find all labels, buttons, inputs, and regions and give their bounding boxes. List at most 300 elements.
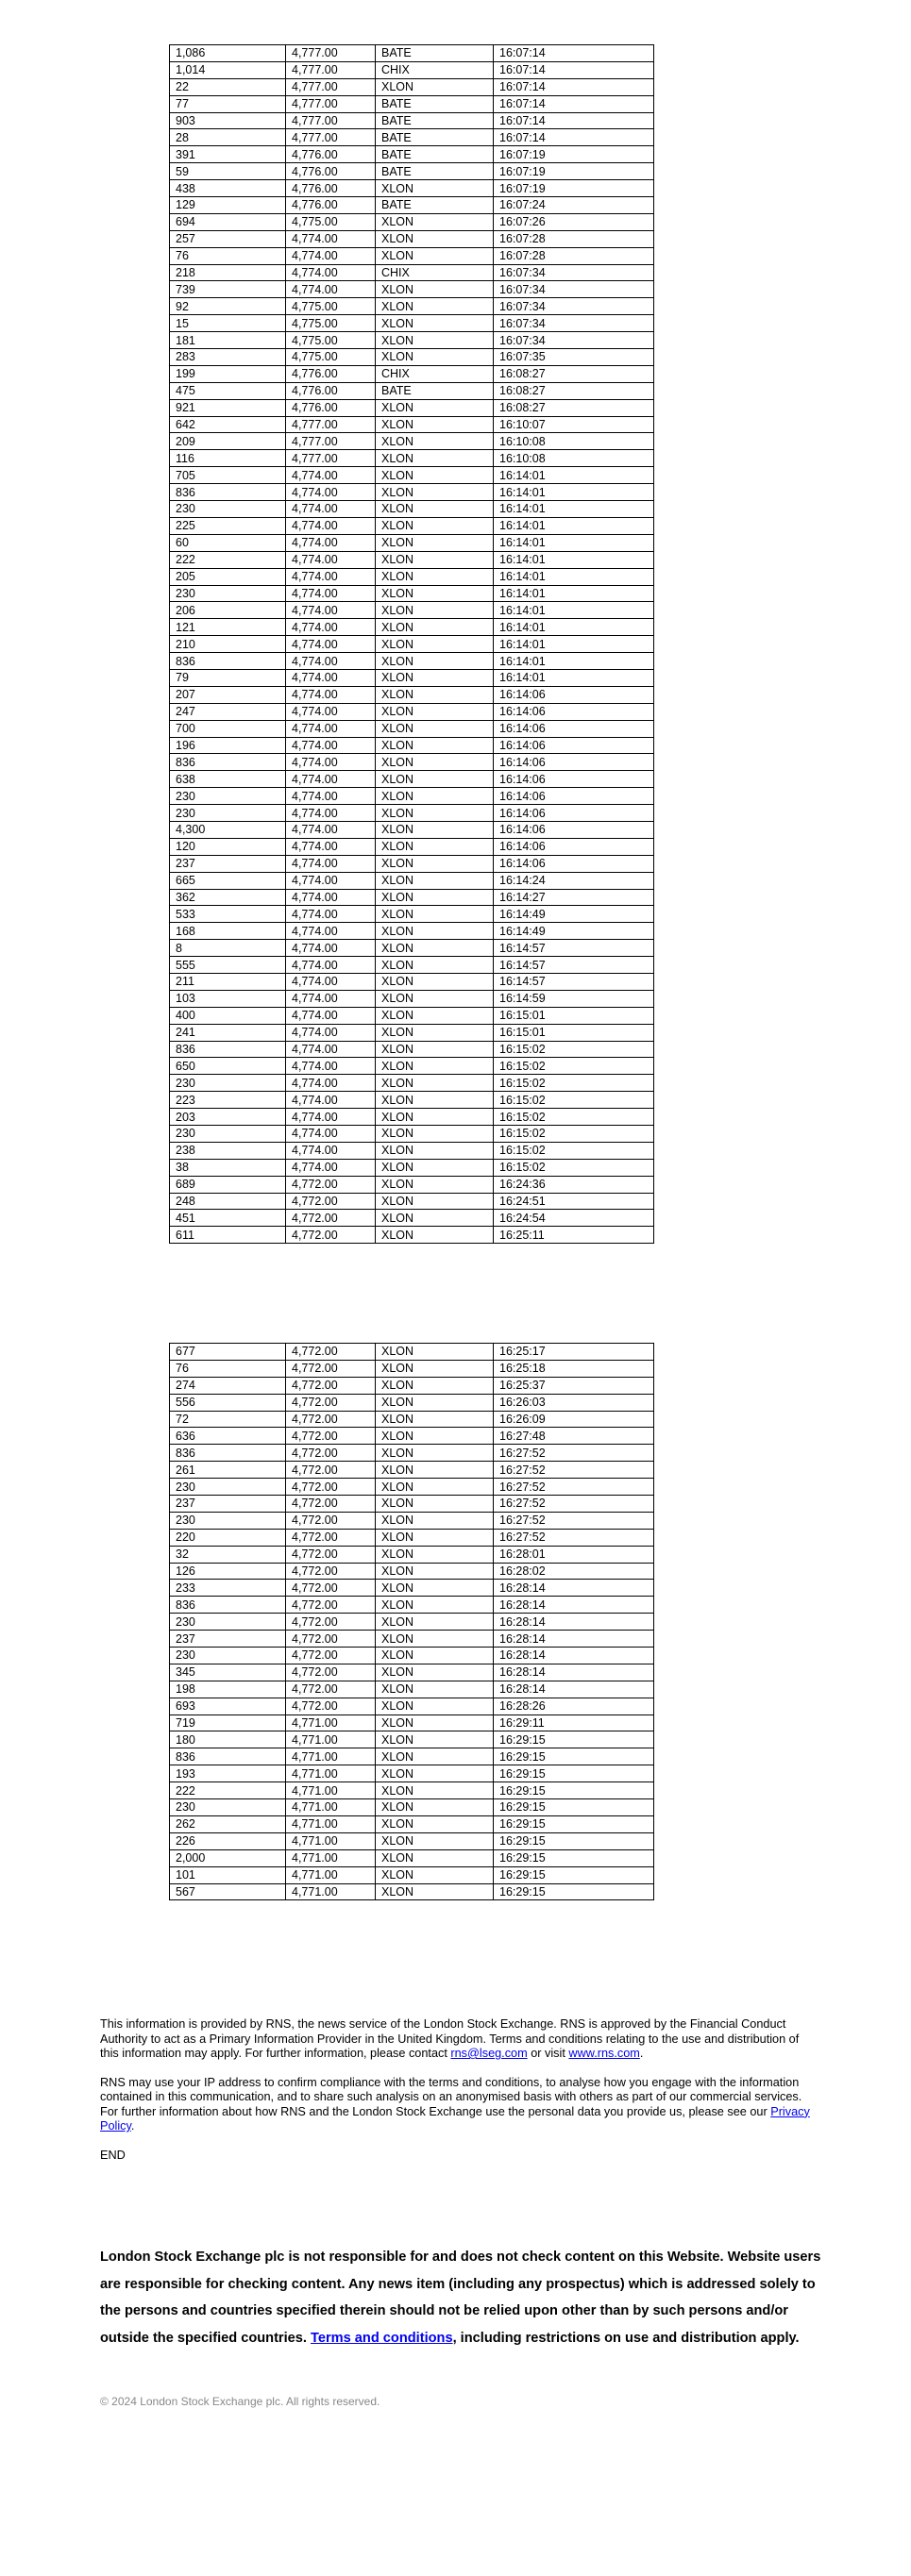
volume-cell: 1,086 xyxy=(170,45,286,62)
time-cell: 16:29:15 xyxy=(494,1799,654,1816)
volume-cell: 638 xyxy=(170,771,286,788)
time-cell: 16:15:02 xyxy=(494,1041,654,1058)
venue-cell: XLON xyxy=(376,1058,494,1075)
time-cell: 16:14:01 xyxy=(494,669,654,686)
venue-cell: XLON xyxy=(376,788,494,805)
time-cell: 16:25:18 xyxy=(494,1360,654,1377)
venue-cell: XLON xyxy=(376,1782,494,1799)
venue-cell: XLON xyxy=(376,636,494,653)
venue-cell: XLON xyxy=(376,349,494,366)
price-cell: 4,772.00 xyxy=(286,1394,376,1411)
price-cell: 4,772.00 xyxy=(286,1681,376,1698)
table-row xyxy=(170,315,654,332)
price-cell: 4,772.00 xyxy=(286,1227,376,1244)
volume-cell: 274 xyxy=(170,1377,286,1394)
lse-disclaimer xyxy=(100,2244,827,2351)
venue-cell: XLON xyxy=(376,1041,494,1058)
price-cell: 4,776.00 xyxy=(286,163,376,180)
venue-cell: XLON xyxy=(376,720,494,737)
volume-cell: 206 xyxy=(170,602,286,619)
venue-cell: XLON xyxy=(376,467,494,484)
venue-cell: XLON xyxy=(376,1563,494,1580)
table-row xyxy=(170,1126,654,1143)
volume-cell: 719 xyxy=(170,1715,286,1731)
venue-cell: XLON xyxy=(376,1664,494,1681)
table-row xyxy=(170,197,654,214)
table-row xyxy=(170,703,654,720)
venue-cell: XLON xyxy=(376,990,494,1007)
price-cell: 4,777.00 xyxy=(286,45,376,62)
volume-cell: 8 xyxy=(170,940,286,957)
time-cell: 16:29:15 xyxy=(494,1832,654,1849)
price-cell: 4,772.00 xyxy=(286,1648,376,1664)
price-cell: 4,774.00 xyxy=(286,484,376,501)
table-row xyxy=(170,382,654,399)
time-cell: 16:15:02 xyxy=(494,1092,654,1109)
venue-cell: XLON xyxy=(376,1360,494,1377)
venue-cell: XLON xyxy=(376,1614,494,1631)
table-row xyxy=(170,298,654,315)
venue-cell: XLON xyxy=(376,551,494,568)
time-cell: 16:14:01 xyxy=(494,517,654,534)
table-row xyxy=(170,737,654,754)
price-cell: 4,774.00 xyxy=(286,636,376,653)
venue-cell: XLON xyxy=(376,534,494,551)
table-row xyxy=(170,1799,654,1816)
price-cell: 4,777.00 xyxy=(286,78,376,95)
volume-cell: 451 xyxy=(170,1210,286,1227)
volume-cell: 230 xyxy=(170,1126,286,1143)
price-cell: 4,772.00 xyxy=(286,1210,376,1227)
time-cell: 16:14:06 xyxy=(494,821,654,838)
price-cell: 4,774.00 xyxy=(286,1126,376,1143)
transactions-table-2-body xyxy=(170,1344,654,1900)
table-row xyxy=(170,416,654,433)
time-cell: 16:14:06 xyxy=(494,788,654,805)
venue-cell: BATE xyxy=(376,95,494,112)
price-cell: 4,774.00 xyxy=(286,517,376,534)
venue-cell: XLON xyxy=(376,1411,494,1428)
table-row xyxy=(170,1041,654,1058)
rns-website-link[interactable]: www.rns.com xyxy=(568,2047,640,2060)
time-cell: 16:07:14 xyxy=(494,61,654,78)
venue-cell: XLON xyxy=(376,771,494,788)
table-row xyxy=(170,1479,654,1496)
table-row xyxy=(170,180,654,197)
volume-cell: 196 xyxy=(170,737,286,754)
table-row xyxy=(170,1109,654,1126)
time-cell: 16:27:52 xyxy=(494,1512,654,1529)
table-row xyxy=(170,1227,654,1244)
time-cell: 16:14:06 xyxy=(494,737,654,754)
table-row xyxy=(170,889,654,906)
table-row xyxy=(170,636,654,653)
price-cell: 4,774.00 xyxy=(286,247,376,264)
venue-cell: XLON xyxy=(376,568,494,585)
venue-cell: BATE xyxy=(376,382,494,399)
volume-cell: 261 xyxy=(170,1462,286,1479)
time-cell: 16:07:14 xyxy=(494,129,654,146)
price-cell: 4,771.00 xyxy=(286,1815,376,1832)
venue-cell: XLON xyxy=(376,957,494,974)
venue-cell: XLON xyxy=(376,501,494,518)
price-cell: 4,774.00 xyxy=(286,602,376,619)
time-cell: 16:14:06 xyxy=(494,771,654,788)
table-row xyxy=(170,568,654,585)
venue-cell: XLON xyxy=(376,1007,494,1024)
table-row xyxy=(170,1815,654,1832)
venue-cell: XLON xyxy=(376,1731,494,1748)
time-cell: 16:29:15 xyxy=(494,1883,654,1900)
table-row xyxy=(170,1210,654,1227)
volume-cell: 76 xyxy=(170,1360,286,1377)
price-cell: 4,777.00 xyxy=(286,416,376,433)
copyright-notice: © 2024 London Stock Exchange plc. All rights reserved. xyxy=(100,2395,380,2408)
volume-cell: 230 xyxy=(170,1512,286,1529)
price-cell: 4,777.00 xyxy=(286,95,376,112)
table-row xyxy=(170,805,654,822)
time-cell: 16:07:34 xyxy=(494,315,654,332)
time-cell: 16:07:34 xyxy=(494,281,654,298)
price-cell: 4,771.00 xyxy=(286,1782,376,1799)
privacy-policy-link[interactable]: Privacy Policy xyxy=(100,2104,810,2133)
volume-cell: 567 xyxy=(170,1883,286,1900)
table-row xyxy=(170,1007,654,1024)
price-cell: 4,775.00 xyxy=(286,332,376,349)
venue-cell: XLON xyxy=(376,1648,494,1664)
venue-cell: XLON xyxy=(376,281,494,298)
transactions-table-2 xyxy=(169,1343,654,1900)
volume-cell: 28 xyxy=(170,129,286,146)
time-cell: 16:14:57 xyxy=(494,940,654,957)
venue-cell: XLON xyxy=(376,1681,494,1698)
volume-cell: 611 xyxy=(170,1227,286,1244)
volume-cell: 921 xyxy=(170,399,286,416)
price-cell: 4,774.00 xyxy=(286,1142,376,1159)
table-row xyxy=(170,686,654,703)
volume-cell: 226 xyxy=(170,1832,286,1849)
time-cell: 16:29:11 xyxy=(494,1715,654,1731)
price-cell: 4,774.00 xyxy=(286,838,376,855)
table-row xyxy=(170,1360,654,1377)
venue-cell: XLON xyxy=(376,1765,494,1782)
venue-cell: XLON xyxy=(376,1377,494,1394)
table-row xyxy=(170,551,654,568)
time-cell: 16:28:14 xyxy=(494,1597,654,1614)
time-cell: 16:14:06 xyxy=(494,838,654,855)
volume-cell: 230 xyxy=(170,805,286,822)
venue-cell: XLON xyxy=(376,332,494,349)
venue-cell: BATE xyxy=(376,163,494,180)
time-cell: 16:10:08 xyxy=(494,450,654,467)
volume-cell: 230 xyxy=(170,585,286,602)
venue-cell: XLON xyxy=(376,1832,494,1849)
venue-cell: XLON xyxy=(376,1580,494,1597)
volume-cell: 555 xyxy=(170,957,286,974)
price-cell: 4,777.00 xyxy=(286,129,376,146)
time-cell: 16:29:15 xyxy=(494,1782,654,1799)
terms-and-conditions-link[interactable]: Terms and conditions xyxy=(311,2330,453,2346)
time-cell: 16:28:26 xyxy=(494,1698,654,1715)
rns-email-link[interactable]: rns@lseg.com xyxy=(450,2047,528,2060)
venue-cell: XLON xyxy=(376,602,494,619)
price-cell: 4,774.00 xyxy=(286,973,376,990)
price-cell: 4,772.00 xyxy=(286,1512,376,1529)
volume-cell: 233 xyxy=(170,1580,286,1597)
time-cell: 16:27:52 xyxy=(494,1462,654,1479)
price-cell: 4,774.00 xyxy=(286,923,376,940)
table-row xyxy=(170,788,654,805)
table-row xyxy=(170,653,654,670)
volume-cell: 241 xyxy=(170,1024,286,1041)
table-row xyxy=(170,1496,654,1513)
price-cell: 4,772.00 xyxy=(286,1479,376,1496)
table-row xyxy=(170,957,654,974)
disclaimer-text-2: , including restrictions on use and distribution apply. xyxy=(452,2330,800,2346)
venue-cell: XLON xyxy=(376,1075,494,1092)
volume-cell: 650 xyxy=(170,1058,286,1075)
table-row xyxy=(170,1832,654,1849)
time-cell: 16:08:27 xyxy=(494,399,654,416)
venue-cell: XLON xyxy=(376,1698,494,1715)
price-cell: 4,771.00 xyxy=(286,1832,376,1849)
time-cell: 16:14:01 xyxy=(494,484,654,501)
rns-info-text: This information is provided by RNS, the news service of the London Stock Exchange. RNS is approved by the Financial Conduct Authority to act as a Primary Information Provider in the United Kingdom. Terms and conditions relating to the use and distribution of this information may apply. For further information, please contact xyxy=(100,2017,800,2060)
table-row xyxy=(170,95,654,112)
volume-cell: 230 xyxy=(170,1075,286,1092)
price-cell: 4,772.00 xyxy=(286,1664,376,1681)
time-cell: 16:15:01 xyxy=(494,1024,654,1041)
price-cell: 4,774.00 xyxy=(286,855,376,872)
price-cell: 4,774.00 xyxy=(286,551,376,568)
table-row xyxy=(170,365,654,382)
price-cell: 4,775.00 xyxy=(286,298,376,315)
price-cell: 4,772.00 xyxy=(286,1546,376,1563)
volume-cell: 199 xyxy=(170,365,286,382)
price-cell: 4,771.00 xyxy=(286,1748,376,1765)
price-cell: 4,774.00 xyxy=(286,264,376,281)
table-row xyxy=(170,1664,654,1681)
table-row xyxy=(170,1849,654,1866)
table-row xyxy=(170,1631,654,1648)
volume-cell: 693 xyxy=(170,1698,286,1715)
venue-cell: XLON xyxy=(376,399,494,416)
price-cell: 4,777.00 xyxy=(286,433,376,450)
table-row xyxy=(170,771,654,788)
volume-cell: 38 xyxy=(170,1159,286,1176)
table-row xyxy=(170,61,654,78)
volume-cell: 400 xyxy=(170,1007,286,1024)
volume-cell: 180 xyxy=(170,1731,286,1748)
time-cell: 16:26:03 xyxy=(494,1394,654,1411)
rns-privacy-paragraph xyxy=(100,2076,810,2134)
volume-cell: 223 xyxy=(170,1092,286,1109)
volume-cell: 739 xyxy=(170,281,286,298)
price-cell: 4,772.00 xyxy=(286,1377,376,1394)
volume-cell: 121 xyxy=(170,619,286,636)
price-cell: 4,774.00 xyxy=(286,534,376,551)
venue-cell: XLON xyxy=(376,315,494,332)
table-row xyxy=(170,855,654,872)
price-cell: 4,774.00 xyxy=(286,281,376,298)
volume-cell: 230 xyxy=(170,1799,286,1816)
rns-info-paragraph xyxy=(100,2017,810,2062)
price-cell: 4,772.00 xyxy=(286,1698,376,1715)
table-row xyxy=(170,230,654,247)
time-cell: 16:07:34 xyxy=(494,332,654,349)
venue-cell: XLON xyxy=(376,686,494,703)
venue-cell: XLON xyxy=(376,737,494,754)
volume-cell: 836 xyxy=(170,754,286,771)
price-cell: 4,772.00 xyxy=(286,1580,376,1597)
volume-cell: 129 xyxy=(170,197,286,214)
volume-cell: 116 xyxy=(170,450,286,467)
volume-cell: 4,300 xyxy=(170,821,286,838)
time-cell: 16:10:08 xyxy=(494,433,654,450)
price-cell: 4,771.00 xyxy=(286,1731,376,1748)
time-cell: 16:27:52 xyxy=(494,1445,654,1462)
time-cell: 16:14:06 xyxy=(494,805,654,822)
price-cell: 4,774.00 xyxy=(286,940,376,957)
time-cell: 16:15:02 xyxy=(494,1109,654,1126)
time-cell: 16:08:27 xyxy=(494,382,654,399)
volume-cell: 642 xyxy=(170,416,286,433)
volume-cell: 92 xyxy=(170,298,286,315)
price-cell: 4,776.00 xyxy=(286,365,376,382)
volume-cell: 705 xyxy=(170,467,286,484)
price-cell: 4,774.00 xyxy=(286,720,376,737)
volume-cell: 32 xyxy=(170,1546,286,1563)
table-row xyxy=(170,1698,654,1715)
table-row xyxy=(170,129,654,146)
volume-cell: 207 xyxy=(170,686,286,703)
table-row xyxy=(170,1546,654,1563)
volume-cell: 225 xyxy=(170,517,286,534)
time-cell: 16:29:15 xyxy=(494,1849,654,1866)
time-cell: 16:14:01 xyxy=(494,636,654,653)
price-cell: 4,774.00 xyxy=(286,1058,376,1075)
volume-cell: 237 xyxy=(170,855,286,872)
time-cell: 16:29:15 xyxy=(494,1731,654,1748)
time-cell: 16:28:14 xyxy=(494,1681,654,1698)
venue-cell: XLON xyxy=(376,1849,494,1866)
volume-cell: 836 xyxy=(170,1597,286,1614)
volume-cell: 230 xyxy=(170,1479,286,1496)
time-cell: 16:28:14 xyxy=(494,1664,654,1681)
venue-cell: XLON xyxy=(376,619,494,636)
table-row xyxy=(170,1512,654,1529)
table-row xyxy=(170,1614,654,1631)
volume-cell: 198 xyxy=(170,1681,286,1698)
time-cell: 16:14:06 xyxy=(494,720,654,737)
volume-cell: 533 xyxy=(170,906,286,923)
time-cell: 16:14:01 xyxy=(494,534,654,551)
table-row xyxy=(170,1344,654,1361)
price-cell: 4,774.00 xyxy=(286,889,376,906)
volume-cell: 72 xyxy=(170,1411,286,1428)
volume-cell: 248 xyxy=(170,1193,286,1210)
time-cell: 16:24:54 xyxy=(494,1210,654,1227)
table-row xyxy=(170,517,654,534)
venue-cell: XLON xyxy=(376,450,494,467)
time-cell: 16:07:14 xyxy=(494,95,654,112)
venue-cell: XLON xyxy=(376,1445,494,1462)
time-cell: 16:27:52 xyxy=(494,1529,654,1546)
table-row xyxy=(170,669,654,686)
table-row xyxy=(170,1681,654,1698)
price-cell: 4,774.00 xyxy=(286,805,376,822)
time-cell: 16:27:52 xyxy=(494,1479,654,1496)
venue-cell: XLON xyxy=(376,1126,494,1143)
table-row xyxy=(170,1142,654,1159)
price-cell: 4,776.00 xyxy=(286,197,376,214)
venue-cell: XLON xyxy=(376,230,494,247)
price-cell: 4,777.00 xyxy=(286,112,376,129)
time-cell: 16:15:02 xyxy=(494,1159,654,1176)
venue-cell: XLON xyxy=(376,1428,494,1445)
venue-cell: XLON xyxy=(376,940,494,957)
venue-cell: CHIX xyxy=(376,264,494,281)
volume-cell: 238 xyxy=(170,1142,286,1159)
venue-cell: XLON xyxy=(376,1092,494,1109)
time-cell: 16:14:06 xyxy=(494,686,654,703)
time-cell: 16:28:14 xyxy=(494,1580,654,1597)
time-cell: 16:14:06 xyxy=(494,703,654,720)
venue-cell: BATE xyxy=(376,146,494,163)
venue-cell: XLON xyxy=(376,247,494,264)
table-row xyxy=(170,78,654,95)
price-cell: 4,775.00 xyxy=(286,213,376,230)
volume-cell: 1,014 xyxy=(170,61,286,78)
table-row xyxy=(170,1765,654,1782)
table-row xyxy=(170,1748,654,1765)
time-cell: 16:14:01 xyxy=(494,585,654,602)
rns-privacy-text-2: . xyxy=(130,2119,135,2133)
price-cell: 4,772.00 xyxy=(286,1597,376,1614)
price-cell: 4,774.00 xyxy=(286,990,376,1007)
volume-cell: 77 xyxy=(170,95,286,112)
time-cell: 16:07:24 xyxy=(494,197,654,214)
venue-cell: XLON xyxy=(376,1866,494,1883)
venue-cell: XLON xyxy=(376,1159,494,1176)
table-row xyxy=(170,1866,654,1883)
price-cell: 4,774.00 xyxy=(286,1041,376,1058)
price-cell: 4,774.00 xyxy=(286,669,376,686)
time-cell: 16:10:07 xyxy=(494,416,654,433)
time-cell: 16:14:49 xyxy=(494,906,654,923)
price-cell: 4,774.00 xyxy=(286,568,376,585)
price-cell: 4,774.00 xyxy=(286,1092,376,1109)
time-cell: 16:29:15 xyxy=(494,1748,654,1765)
time-cell: 16:14:01 xyxy=(494,602,654,619)
time-cell: 16:07:34 xyxy=(494,264,654,281)
table-row xyxy=(170,1462,654,1479)
venue-cell: XLON xyxy=(376,1748,494,1765)
venue-cell: BATE xyxy=(376,129,494,146)
venue-cell: BATE xyxy=(376,197,494,214)
volume-cell: 230 xyxy=(170,1614,286,1631)
table-row xyxy=(170,349,654,366)
table-row xyxy=(170,906,654,923)
volume-cell: 205 xyxy=(170,568,286,585)
table-row xyxy=(170,264,654,281)
time-cell: 16:29:15 xyxy=(494,1765,654,1782)
table-row xyxy=(170,1092,654,1109)
price-cell: 4,774.00 xyxy=(286,957,376,974)
venue-cell: XLON xyxy=(376,1344,494,1361)
time-cell: 16:14:57 xyxy=(494,973,654,990)
table-row xyxy=(170,281,654,298)
